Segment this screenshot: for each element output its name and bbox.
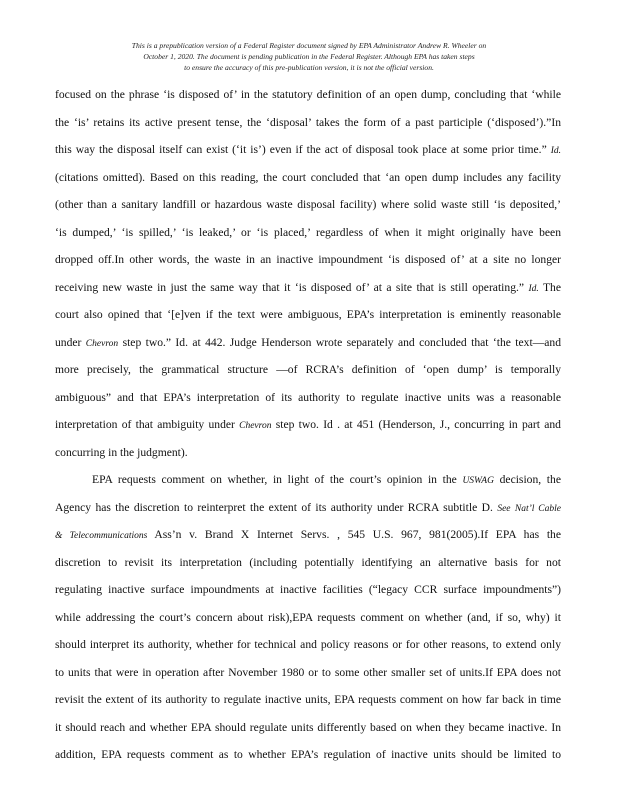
body-line-14: concurring in the judgment).	[55, 445, 188, 459]
body-line-22: to units that were in operation after November 1980 or to some other smaller set of units.If EPA does not	[55, 665, 561, 679]
case-name-uswag: USWAG	[462, 476, 494, 486]
body-line-21: should interpret its authority, whether for technical and policy reasons or for other reasons, to extend only	[55, 638, 561, 651]
case-name-chevron: Chevron	[85, 338, 119, 349]
body-line-3	[55, 143, 561, 171]
body-line-13	[55, 418, 561, 446]
body-line-13-tail: step two. Id . at 451 (Henderson, J., concurring in part and	[275, 418, 561, 431]
body-line-8	[55, 281, 561, 309]
body-line-19: regulating inactive surface impoundments at inactive facilities (“legacy CCR surface impoundments”)	[55, 583, 561, 596]
body-line-20: while addressing the court’s concern about risk),EPA requests comment on whether (and, if so, why) it	[55, 610, 561, 624]
body-line-3-text: this way the disposal itself can exist (‘it is’) even if the act of disposal took place at some prior time.”	[55, 143, 547, 156]
body-line-15	[55, 473, 561, 501]
body-line-5: (other than a sanitary landfill or hazardous waste disposal facility) where solid waste still ‘is deposited,’	[55, 198, 561, 211]
body-line-16	[55, 501, 561, 529]
body-line-23: revisit the extent of its authority to regulate inactive units, EPA requests comment on how far back in time	[55, 693, 561, 706]
body-line-2: the ‘is’ retains its active present tense, the ‘disposal’ takes the form of a past participle (‘disposed’).”In	[55, 115, 561, 129]
body-line-12: ambiguous” and that EPA’s interpretation of its authority to regulate inactive units was a reasonable	[55, 390, 561, 404]
body-line-13-text: interpretation of that ambiguity under	[55, 418, 235, 431]
body-line-25: addition, EPA requests comment as to whether EPA’s regulation of inactive units should be limited to	[55, 748, 561, 761]
body-line-16-text: Agency has the discretion to reinterpret the extent of its authority under RCRA subtitle D.	[55, 500, 493, 514]
disclaimer-line-1: This is a prepublication version of a Federal Register document signed by EPA Administrator Andrew R. Wheeler on	[131, 41, 487, 50]
document-body	[55, 88, 561, 776]
body-line-17	[55, 528, 561, 556]
case-name-chevron: Chevron	[239, 421, 272, 431]
body-line-10	[55, 336, 561, 364]
citation-id: Id.	[528, 283, 539, 294]
citation-id: Id.	[550, 146, 561, 156]
body-line-9: court also opined that ‘[e]ven if the text were ambiguous, EPA’s interpretation is eminently reasonable	[55, 308, 561, 321]
body-line-4: (citations omitted). Based on this reading, the court concluded that ‘an open dump includes any facility	[55, 170, 561, 184]
case-name-natl-cable: Nat’l Cable	[514, 503, 561, 514]
prepublication-disclaimer	[40, 40, 578, 73]
body-line-17-tail: Ass’n v. Brand X Internet Servs. , 545 U.S. 967, 981(2005).If EPA has the	[154, 528, 561, 541]
body-line-8-tail: The	[542, 280, 561, 294]
disclaimer-line-3: to ensure the accuracy of this pre-publication version, it is not the official version.	[184, 63, 434, 72]
body-line-7: dropped off.In other words, the waste in an inactive impoundment ‘is disposed of’ at a site no longer	[55, 253, 561, 266]
body-line-6: ‘is dumped,’ ‘is spilled,’ ‘is leaked,’ or ‘is placed,’ regardless of when it might originally have been	[55, 225, 561, 239]
body-line-1: focused on the phrase ‘is disposed of’ in the statutory definition of an open dump, concluding that ‘while	[55, 88, 561, 101]
body-line-15-tail: decision, the	[499, 473, 561, 486]
body-line-18: discretion to revisit its interpretation (including potentially identifying an alternative basis for not	[55, 555, 561, 569]
body-line-15-text: EPA requests comment on whether, in light of the court’s opinion in the	[92, 473, 457, 486]
body-line-10-text: under	[55, 335, 82, 349]
body-line-8-text: receiving new waste in just the same way that it ‘is disposed of’ at a site that is still operating.”	[55, 280, 525, 294]
body-line-11: more precisely, the grammatical structure —of RCRA’s definition of ‘open dump’ is temporally	[55, 363, 561, 376]
signal-see: See	[497, 503, 511, 514]
disclaimer-line-2: October 1, 2020. The document is pending publication in the Federal Register. Although EPA has taken steps	[143, 52, 475, 61]
body-line-24: it should reach and whether EPA should regulate units differently based on when they became inactive. In	[55, 720, 561, 734]
case-name-telecommunications: & Telecommunications	[55, 531, 148, 541]
body-line-10-tail: step two.” Id. at 442. Judge Henderson wrote separately and concluded that ‘the text—and	[122, 335, 561, 349]
